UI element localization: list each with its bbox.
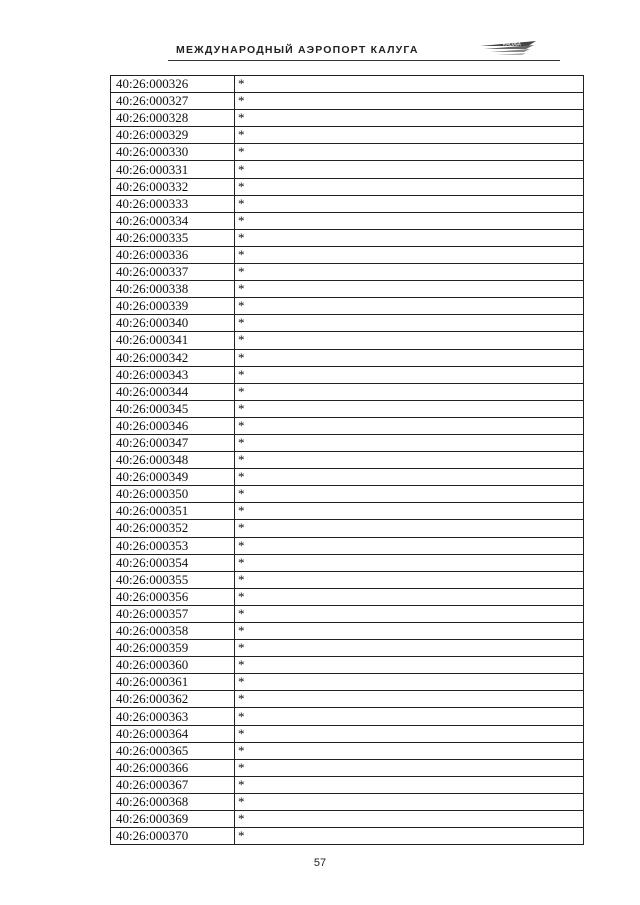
- cadastral-code-cell: 40:26:000328: [111, 110, 235, 127]
- value-cell: *: [235, 110, 584, 127]
- cadastral-code-cell: 40:26:000362: [111, 691, 235, 708]
- value-cell: *: [235, 691, 584, 708]
- value-cell: *: [235, 742, 584, 759]
- value-cell: *: [235, 793, 584, 810]
- value-cell: *: [235, 640, 584, 657]
- table-row: [111, 554, 584, 571]
- table-row: [111, 383, 584, 400]
- value-cell: *: [235, 161, 584, 178]
- cadastral-code-cell: 40:26:000366: [111, 759, 235, 776]
- table-row: [111, 828, 584, 845]
- value-cell: *: [235, 127, 584, 144]
- value-cell: *: [235, 469, 584, 486]
- cadastral-code-cell: 40:26:000363: [111, 708, 235, 725]
- cadastral-code-cell: 40:26:000342: [111, 349, 235, 366]
- value-cell: *: [235, 554, 584, 571]
- value-cell: *: [235, 708, 584, 725]
- page-header: [168, 38, 568, 68]
- value-cell: *: [235, 537, 584, 554]
- cadastral-code-cell: 40:26:000332: [111, 178, 235, 195]
- table-row: [111, 144, 584, 161]
- table-row: [111, 110, 584, 127]
- value-cell: *: [235, 623, 584, 640]
- table-row: [111, 161, 584, 178]
- table-row: [111, 281, 584, 298]
- table-row: [111, 366, 584, 383]
- table-row: [111, 76, 584, 93]
- value-cell: *: [235, 383, 584, 400]
- cadastral-code-cell: 40:26:000336: [111, 246, 235, 263]
- cadastral-code-cell: 40:26:000348: [111, 452, 235, 469]
- table-row: [111, 315, 584, 332]
- cadastral-code-cell: 40:26:000359: [111, 640, 235, 657]
- table-row: [111, 486, 584, 503]
- cadastral-code-cell: 40:26:000338: [111, 281, 235, 298]
- value-cell: *: [235, 452, 584, 469]
- cadastral-code-cell: 40:26:000354: [111, 554, 235, 571]
- table-row: [111, 691, 584, 708]
- value-cell: *: [235, 520, 584, 537]
- table-row: [111, 776, 584, 793]
- value-cell: *: [235, 144, 584, 161]
- table-row: [111, 349, 584, 366]
- table-row: [111, 195, 584, 212]
- cadastral-code-cell: 40:26:000364: [111, 725, 235, 742]
- value-cell: *: [235, 93, 584, 110]
- value-cell: *: [235, 264, 584, 281]
- cadastral-code-cell: 40:26:000357: [111, 605, 235, 622]
- cadastral-code-cell: 40:26:000334: [111, 212, 235, 229]
- cadastral-code-cell: 40:26:000330: [111, 144, 235, 161]
- cadastral-code-cell: 40:26:000337: [111, 264, 235, 281]
- cadastral-code-cell: 40:26:000351: [111, 503, 235, 520]
- table-row: [111, 298, 584, 315]
- cadastral-code-cell: 40:26:000367: [111, 776, 235, 793]
- cadastral-code-cell: 40:26:000327: [111, 93, 235, 110]
- cadastral-code-cell: 40:26:000333: [111, 195, 235, 212]
- cadastral-code-cell: 40:26:000365: [111, 742, 235, 759]
- table-row: [111, 503, 584, 520]
- table-body: [111, 76, 584, 845]
- table-row: [111, 212, 584, 229]
- table-row: [111, 725, 584, 742]
- table-row: [111, 264, 584, 281]
- cadastral-code-cell: 40:26:000361: [111, 674, 235, 691]
- value-cell: *: [235, 332, 584, 349]
- value-cell: *: [235, 366, 584, 383]
- cadastral-table: [110, 75, 584, 845]
- table-row: [111, 674, 584, 691]
- cadastral-code-cell: 40:26:000360: [111, 657, 235, 674]
- table-row: [111, 127, 584, 144]
- cadastral-code-cell: 40:26:000346: [111, 417, 235, 434]
- table-row: [111, 93, 584, 110]
- airline-wings-logo-icon: [478, 38, 540, 60]
- table-row: [111, 400, 584, 417]
- cadastral-code-cell: 40:26:000340: [111, 315, 235, 332]
- cadastral-code-cell: 40:26:000358: [111, 623, 235, 640]
- value-cell: *: [235, 281, 584, 298]
- table-row: [111, 571, 584, 588]
- cadastral-code-cell: 40:26:000345: [111, 400, 235, 417]
- logo-text: KALUGA: [503, 41, 521, 47]
- table-row: [111, 588, 584, 605]
- table-row: [111, 640, 584, 657]
- value-cell: *: [235, 571, 584, 588]
- cadastral-code-cell: 40:26:000352: [111, 520, 235, 537]
- value-cell: *: [235, 657, 584, 674]
- value-cell: *: [235, 434, 584, 451]
- cadastral-code-cell: 40:26:000368: [111, 793, 235, 810]
- cadastral-code-cell: 40:26:000369: [111, 811, 235, 828]
- value-cell: *: [235, 674, 584, 691]
- cadastral-code-cell: 40:26:000335: [111, 229, 235, 246]
- cadastral-code-cell: 40:26:000329: [111, 127, 235, 144]
- table-row: [111, 417, 584, 434]
- value-cell: *: [235, 315, 584, 332]
- value-cell: *: [235, 400, 584, 417]
- value-cell: *: [235, 503, 584, 520]
- value-cell: *: [235, 776, 584, 793]
- value-cell: *: [235, 229, 584, 246]
- table-row: [111, 434, 584, 451]
- cadastral-code-cell: 40:26:000356: [111, 588, 235, 605]
- page-number: 57: [313, 857, 327, 869]
- cadastral-code-cell: 40:26:000347: [111, 434, 235, 451]
- value-cell: *: [235, 76, 584, 93]
- table-row: [111, 759, 584, 776]
- cadastral-code-cell: 40:26:000339: [111, 298, 235, 315]
- header-title: МЕЖДУНАРОДНЫЙ АЭРОПОРТ КАЛУГА: [176, 44, 419, 56]
- table-row: [111, 793, 584, 810]
- cadastral-code-cell: 40:26:000353: [111, 537, 235, 554]
- cadastral-code-cell: 40:26:000355: [111, 571, 235, 588]
- value-cell: *: [235, 195, 584, 212]
- cadastral-code-cell: 40:26:000344: [111, 383, 235, 400]
- cadastral-code-cell: 40:26:000370: [111, 828, 235, 845]
- value-cell: *: [235, 349, 584, 366]
- value-cell: *: [235, 298, 584, 315]
- value-cell: *: [235, 811, 584, 828]
- value-cell: *: [235, 486, 584, 503]
- value-cell: *: [235, 725, 584, 742]
- table-row: [111, 246, 584, 263]
- value-cell: *: [235, 588, 584, 605]
- cadastral-code-cell: 40:26:000343: [111, 366, 235, 383]
- cadastral-code-cell: 40:26:000350: [111, 486, 235, 503]
- table-row: [111, 229, 584, 246]
- table-row: [111, 332, 584, 349]
- cadastral-code-cell: 40:26:000349: [111, 469, 235, 486]
- value-cell: *: [235, 178, 584, 195]
- value-cell: *: [235, 246, 584, 263]
- table-row: [111, 742, 584, 759]
- table-row: [111, 469, 584, 486]
- table-row: [111, 537, 584, 554]
- header-divider: [168, 60, 560, 61]
- value-cell: *: [235, 417, 584, 434]
- value-cell: *: [235, 212, 584, 229]
- table-row: [111, 811, 584, 828]
- cadastral-code-cell: 40:26:000331: [111, 161, 235, 178]
- table-row: [111, 178, 584, 195]
- cadastral-code-cell: 40:26:000341: [111, 332, 235, 349]
- table-row: [111, 605, 584, 622]
- cadastral-code-cell: 40:26:000326: [111, 76, 235, 93]
- table-row: [111, 708, 584, 725]
- value-cell: *: [235, 828, 584, 845]
- cadastral-table-container: [110, 75, 584, 845]
- table-row: [111, 623, 584, 640]
- value-cell: *: [235, 759, 584, 776]
- table-row: [111, 452, 584, 469]
- table-row: [111, 520, 584, 537]
- value-cell: *: [235, 605, 584, 622]
- table-row: [111, 657, 584, 674]
